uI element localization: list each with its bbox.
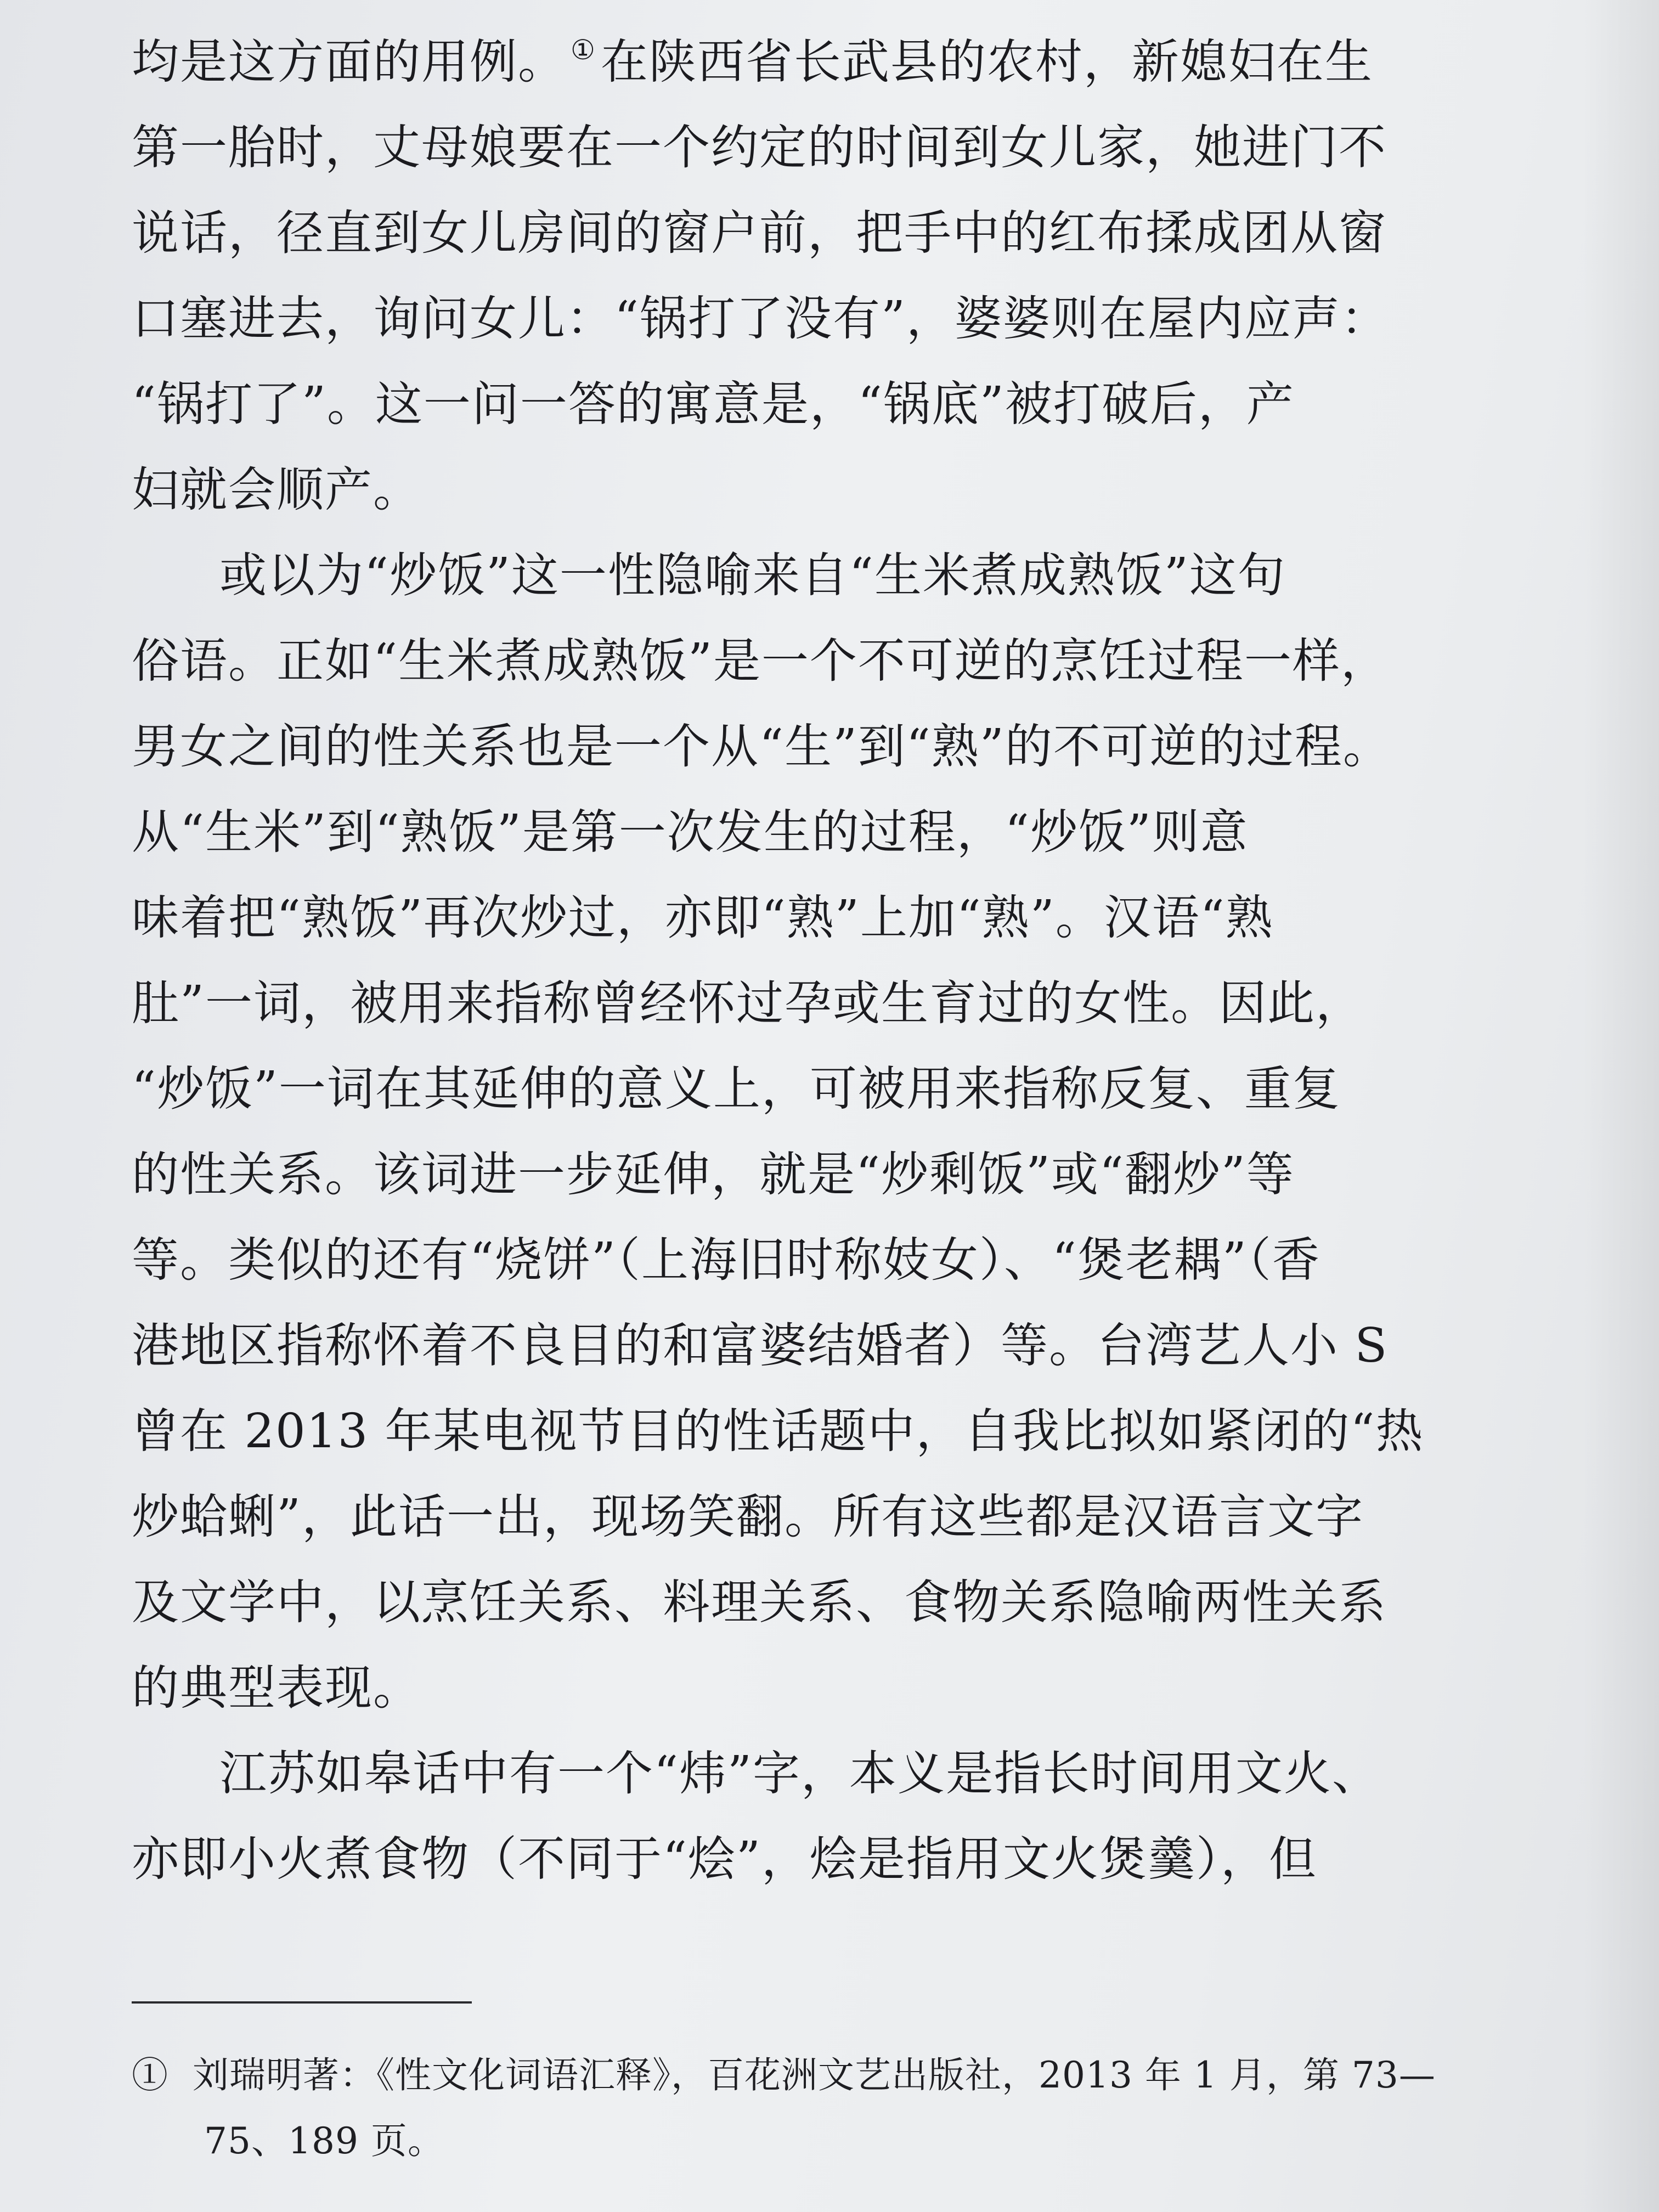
text-line-8: 俗语。正如“生米煮成熟饭”是一个不可逆的烹饪过程一样， — [132, 634, 1389, 689]
text-line-13: “炒饭”一词在其延伸的意义上，可被用来指称反复、重复 — [132, 1062, 1341, 1116]
text-line-14: 的性关系。该词进一步延伸，就是“炒剩饭”或“翻炒”等 — [132, 1147, 1295, 1202]
text-line-20: 的典型表现。 — [132, 1661, 421, 1716]
footnote-line-1 — [132, 2051, 1436, 2100]
text-line-1 — [132, 26, 1373, 98]
text-line-10: 从“生米”到“熟饭”是第一次发生的过程，“炒饭”则意 — [132, 805, 1249, 860]
text-line-11: 味着把“熟饭”再次炒过，亦即“熟”上加“熟”。汉语“熟 — [132, 890, 1274, 945]
text-line-18: 炒蛤蜊”，此话一出，现场笑翻。所有这些都是汉语言文字 — [132, 1489, 1364, 1544]
text-segment: 均是这方面的用例。 — [132, 35, 566, 89]
text-line-2: 第一胎时，丈母娘要在一个约定的时间到女儿家，她进门不 — [132, 120, 1387, 175]
footnote-marker: ① — [132, 2054, 168, 2096]
text-line-17: 曾在 2013 年某电视节目的性话题中，自我比拟如紧闭的“热 — [132, 1404, 1424, 1459]
text-line-15: 等。类似的还有“烧饼”（上海旧时称妓女）、“煲老耦”（香 — [132, 1233, 1321, 1288]
footnote-line-2: 75、189 页。 — [204, 2120, 444, 2162]
text-line-9: 男女之间的性关系也是一个从“生”到“熟”的不可逆的过程。 — [132, 719, 1391, 774]
text-segment: 在陕西省长武县的农村，新媳妇在生 — [600, 35, 1373, 89]
text-line-5: “锅打了”。这一问一答的寓意是，“锅底”被打破后，产 — [132, 377, 1295, 432]
footnote-text: 刘瑞明著：《性文化词语汇释》，百花洲文艺出版社，2013 年 1 月，第 73— — [192, 2054, 1436, 2096]
paragraph-start-line: 江苏如皋话中有一个“炜”字，本义是指长时间用文火、 — [219, 1746, 1380, 1801]
text-line-6: 妇就会顺产。 — [132, 462, 421, 517]
text-line-3: 说话，径直到女儿房间的窗户前，把手中的红布揉成团从窗 — [132, 206, 1387, 261]
text-line-12: 肚”一词，被用来指称曾经怀过孕或生育过的女性。因此， — [132, 976, 1364, 1031]
paragraph-start-line: 或以为“炒饭”这一性隐喻来自“生米煮成熟饭”这句 — [219, 548, 1286, 603]
footnote-rule — [132, 2001, 472, 2004]
text-line-22: 亦即小火煮食物（不同于“烩”，烩是指用文火煲羹），但 — [132, 1832, 1317, 1887]
text-line-19: 及文学中，以烹饪关系、料理关系、食物关系隐喻两性关系 — [132, 1575, 1387, 1630]
footnote-reference: ① — [571, 34, 596, 66]
text-line-4: 口塞进去，询问女儿：“锅打了没有”，婆婆则在屋内应声： — [132, 291, 1389, 346]
text-line-16: 港地区指称怀着不良目的和富婆结婚者）等。台湾艺人小 S — [132, 1318, 1389, 1373]
